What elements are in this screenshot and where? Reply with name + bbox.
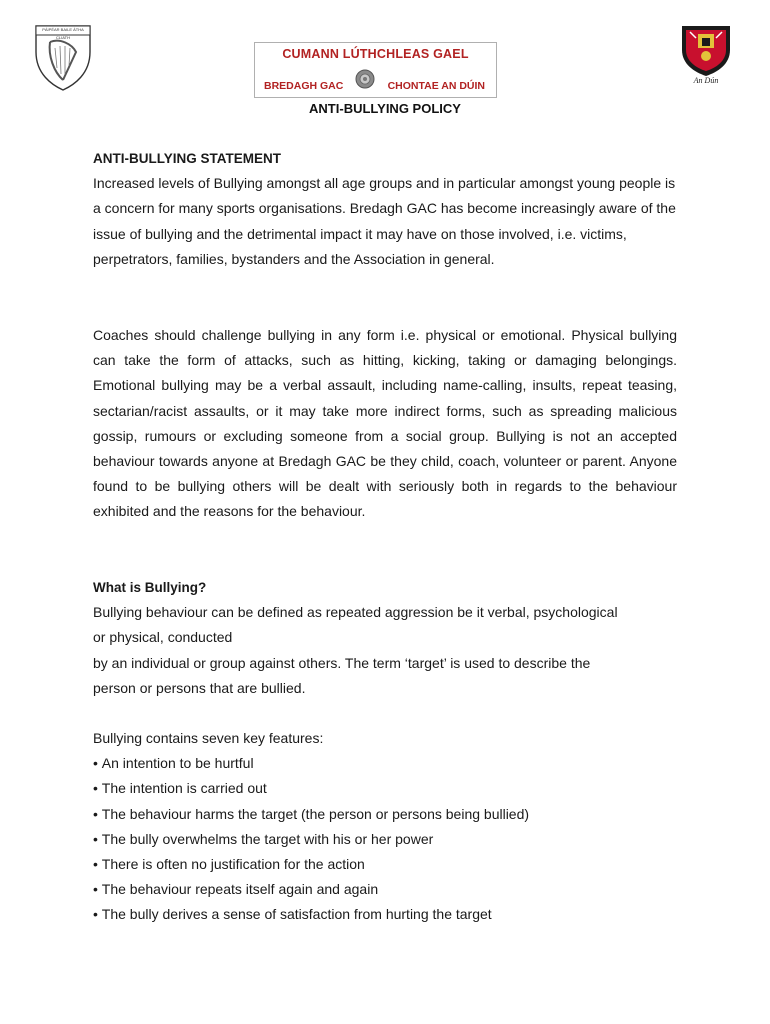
list-item: • The intention is carried out	[93, 776, 677, 801]
definition-line-4: person or persons that are bullied.	[93, 679, 306, 696]
key-features-section	[93, 726, 677, 928]
definition-line-2: or physical, conducted	[93, 629, 233, 646]
what-is-bullying-section	[93, 575, 677, 701]
list-item: • The behaviour repeats itself again and again	[93, 877, 677, 902]
what-is-bullying-heading: What is Bullying?	[93, 580, 207, 595]
club-header-box	[254, 42, 497, 98]
right-logo-caption: An Dún	[693, 76, 719, 85]
list-item: • There is often no justification for the action	[93, 852, 677, 877]
left-logo-text: PÁIPÉAR BAILE ÁTHA CLIATH	[42, 27, 84, 40]
key-features-intro: Bullying contains seven key features:	[93, 730, 324, 746]
statement-section	[93, 146, 677, 272]
key-features-list	[93, 751, 677, 927]
list-item: • The behaviour harms the target (the person or persons being bullied)	[93, 802, 677, 827]
definition-line-1: Bullying behaviour can be defined as repeated aggression be it verbal, psychological	[93, 604, 618, 621]
definition-line-3: by an individual or group against others. The term ‘target’ is used to describe the	[93, 654, 591, 671]
gaa-crest-icon	[355, 69, 375, 89]
list-item: • An intention to be hurtful	[93, 751, 677, 776]
statement-heading: ANTI-BULLYING STATEMENT	[93, 151, 281, 166]
list-item: • The bully derives a sense of satisfaction from hurting the target	[93, 902, 677, 927]
statement-paragraph-2-block	[93, 323, 677, 525]
list-item: • The bully overwhelms the target with his or her power	[93, 827, 677, 852]
association-name: CUMANN LÚTHCHLEAS GAEL	[282, 47, 469, 61]
document-title: ANTI-BULLYING POLICY	[309, 101, 461, 116]
county-name: CHONTAE AN DÚIN	[387, 80, 485, 92]
statement-paragraph-2: Coaches should challenge bullying in any form i.e. physical or emotional. Physical bullying can take the form of attacks, such as hitting, kicking, taking or damaging belongings. Emotional bullying may be a verbal assault, including name-calling, insults, repeat teasing, sectarian/racist assaults, or it may take more indirect forms, such as spreading malicious gossip, rumours or excluding someone from a social group. Bullying is not an accepted behaviour towards anyone at Bredagh GAC be they child, coach, volunteer or parent. Anyone found to be bullying others will be dealt with seriously both in regards to the behaviour exhibited and the reasons for the behaviour.	[93, 327, 677, 520]
club-name: BREDAGH GAC	[264, 80, 344, 92]
statement-paragraph-1: Increased levels of Bullying amongst all age groups and in particular amongst young people is a concern for many sports organisations. Bredagh GAC has become increasingly aware of the issue of bullying and the detrimental impact it may have on those involved, i.e. victims, perpetrators, families, bystanders and the Association in general.	[93, 175, 676, 267]
